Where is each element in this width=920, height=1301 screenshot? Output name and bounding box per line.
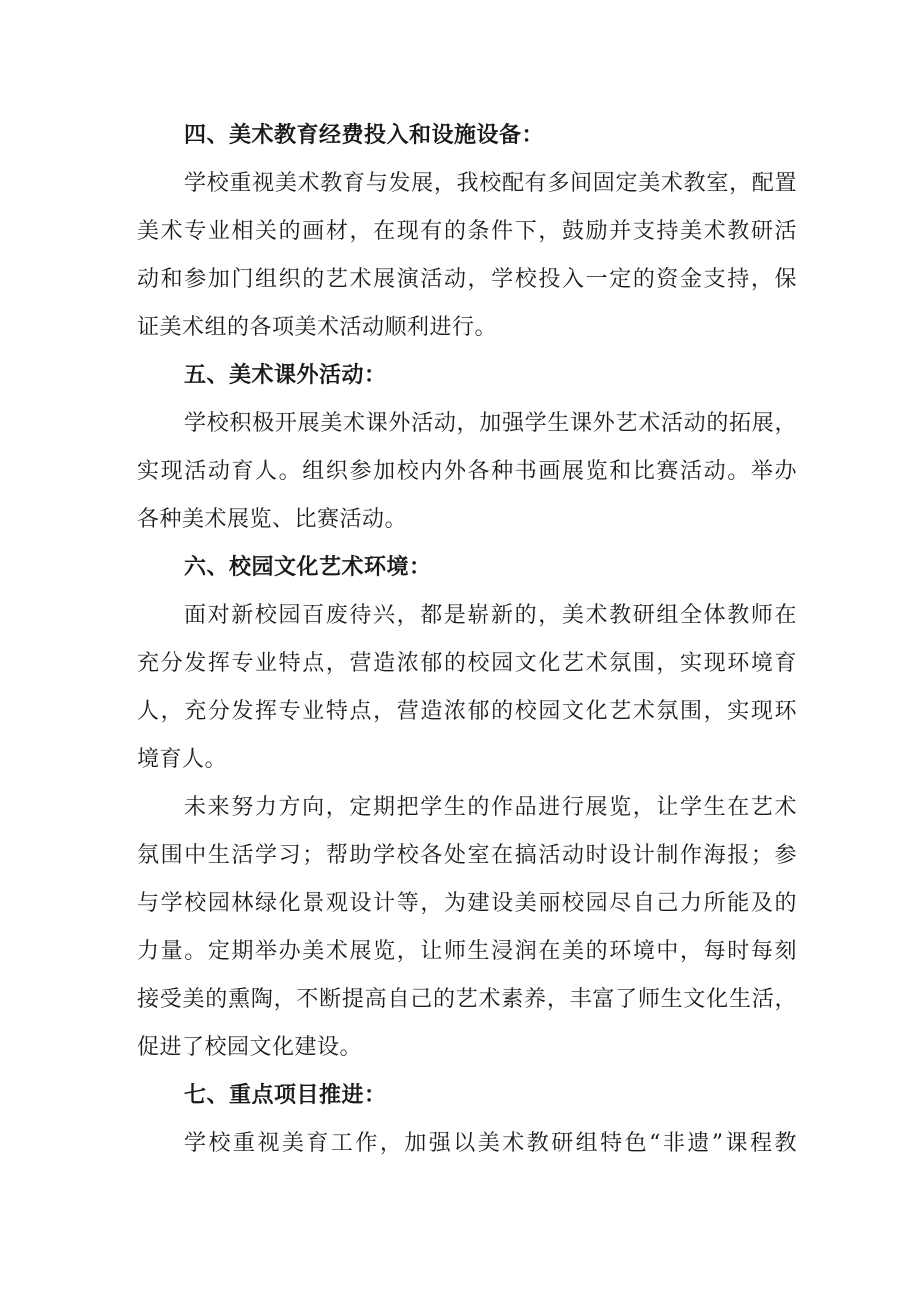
section-heading-7: 七、重点项目推进： bbox=[184, 1083, 387, 1108]
paragraph-line: 人，充分发挥专业特点，营造浓郁的校园文化艺术氛围，实现环 bbox=[137, 699, 797, 724]
paragraph-line: 力量。定期举办美术展览，让师生浸润在美的环境中，每时每刻 bbox=[137, 939, 797, 964]
paragraph-line: 与学校园林绿化景观设计等，为建设美丽校园尽自己力所能及的 bbox=[137, 891, 797, 916]
section-heading-5: 五、美术课外活动： bbox=[184, 363, 387, 388]
paragraph-line: 未来努力方向，定期把学生的作品进行展览，让学生在艺术 bbox=[184, 795, 797, 820]
paragraph-line: 境育人。 bbox=[137, 747, 228, 772]
paragraph-line: 美术专业相关的画材，在现有的条件下，鼓励并支持美术教研活 bbox=[137, 219, 797, 244]
paragraph-line: 证美术组的各项美术活动顺利进行。 bbox=[137, 315, 498, 340]
paragraph-line: 动和参加门组织的艺术展演活动，学校投入一定的资金支持，保 bbox=[137, 267, 797, 292]
section-heading-4: 四、美术教育经费投入和设施设备： bbox=[184, 123, 545, 148]
paragraph-line: 面对新校园百废待兴，都是崭新的，美术教研组全体教师在 bbox=[184, 603, 797, 628]
paragraph-line: 氛围中生活学习；帮助学校各处室在搞活动时设计制作海报；参 bbox=[137, 843, 797, 868]
section-heading-6: 六、校园文化艺术环境： bbox=[184, 555, 432, 580]
paragraph-line: 各种美术展览、比赛活动。 bbox=[137, 507, 408, 532]
paragraph-line: 学校重视美术教育与发展，我校配有多间固定美术教室，配置 bbox=[184, 171, 797, 196]
paragraph-line: 学校积极开展美术课外活动，加强学生课外艺术活动的拓展， bbox=[184, 411, 797, 436]
paragraph-line: 实现活动育人。组织参加校内外各种书画展览和比赛活动。举办 bbox=[137, 459, 797, 484]
document-body bbox=[137, 112, 797, 1168]
paragraph-line: 充分发挥专业特点，营造浓郁的校园文化艺术氛围，实现环境育 bbox=[137, 651, 797, 676]
paragraph-line: 学校重视美育工作，加强以美术教研组特色“非遗”课程教 bbox=[184, 1131, 797, 1156]
paragraph-line: 促进了校园文化建设。 bbox=[137, 1035, 363, 1060]
paragraph-line: 接受美的熏陶，不断提高自己的艺术素养，丰富了师生文化生活， bbox=[137, 987, 797, 1012]
